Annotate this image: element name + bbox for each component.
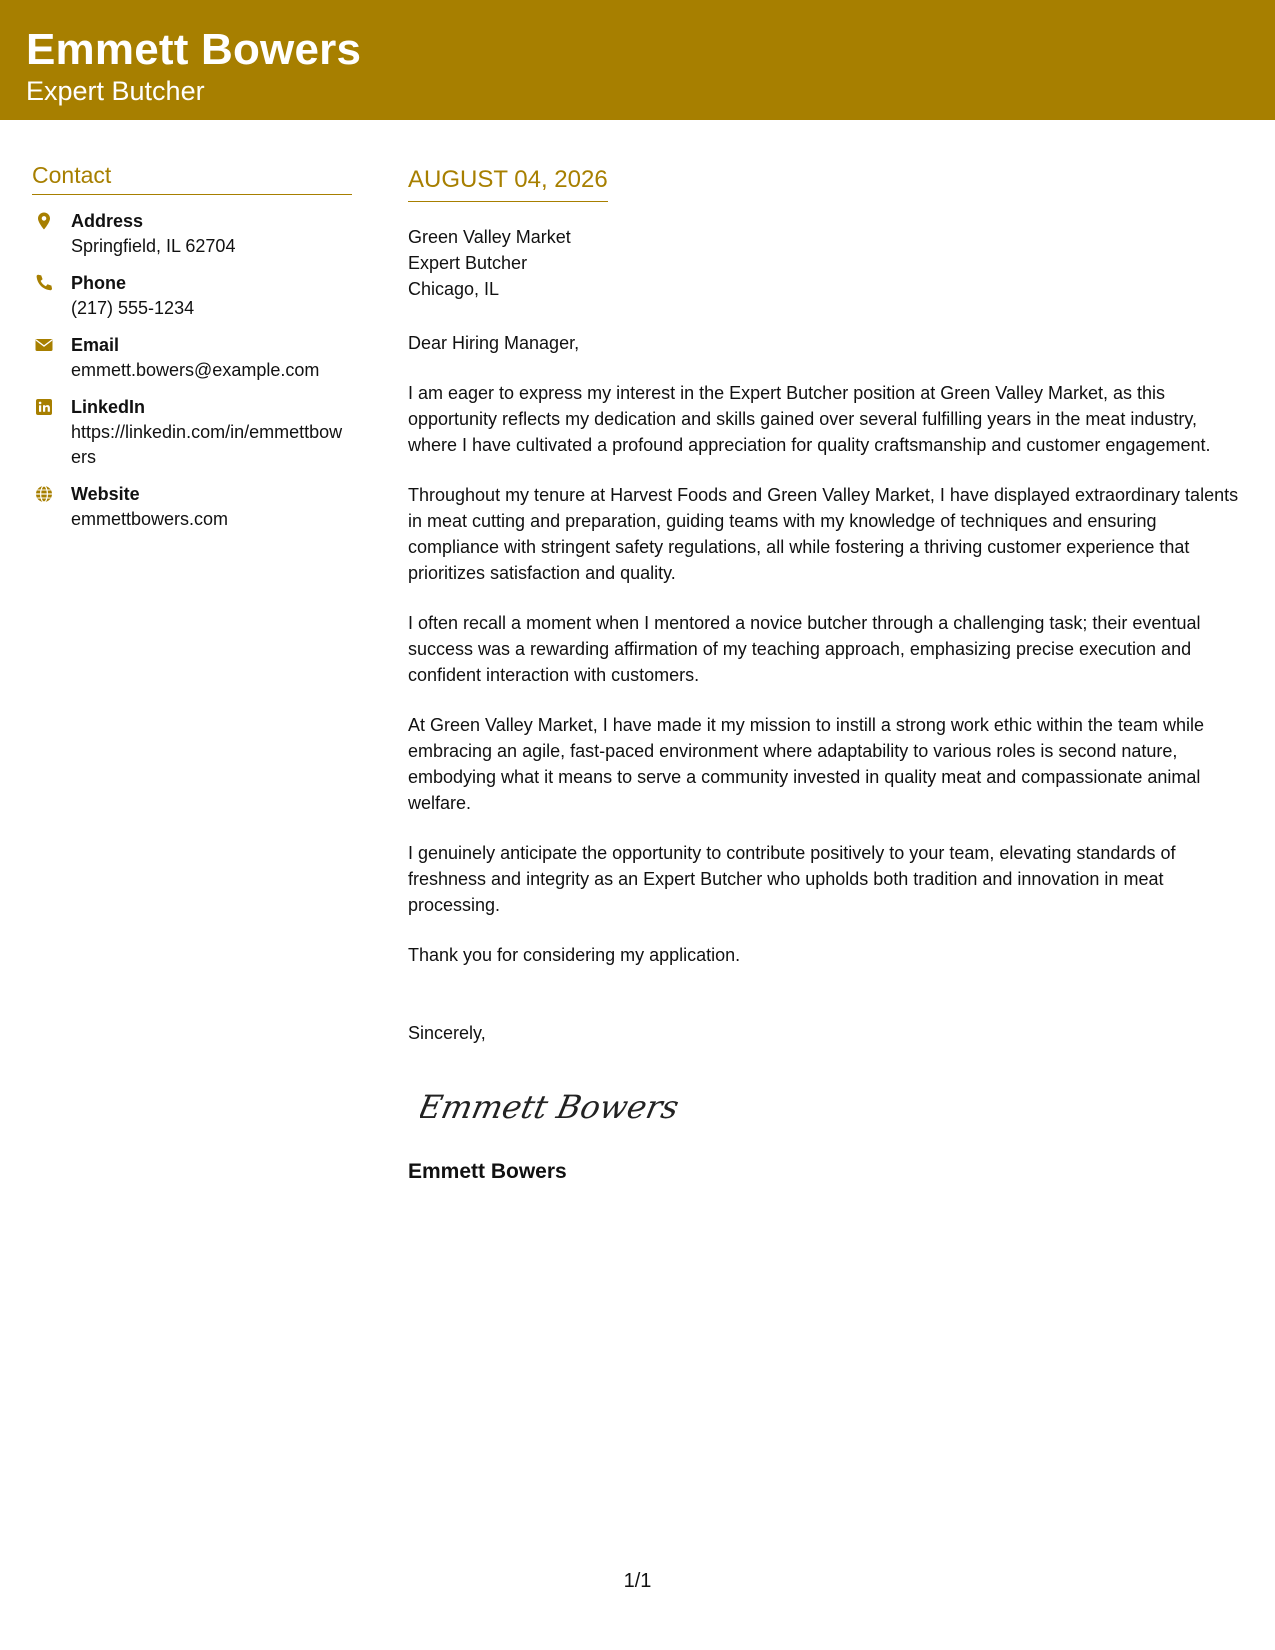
contact-value: https://linkedin.com/in/emmettbowers: [71, 422, 343, 467]
contact-heading: Contact: [32, 160, 352, 195]
contact-value: Springfield, IL 62704: [71, 236, 236, 256]
phone-icon: [34, 273, 54, 293]
letter-body: [408, 165, 1248, 1186]
recipient-position: Expert Butcher: [408, 253, 528, 273]
contact-value: (217) 555-1234: [71, 298, 195, 318]
paragraph: I often recall a moment when I mentored a novice butcher through a challenging task; their eventual success was a rewarding affirmation of my teaching approach, emphasizing precise execution and confident interaction with customers.: [408, 613, 1201, 685]
paragraph: I genuinely anticipate the opportunity to contribute positively to your team, elevating standards of freshness and integrity as an Expert Butcher who upholds both tradition and innovation in meat processing.: [408, 843, 1176, 915]
contact-label: LinkedIn: [71, 397, 146, 417]
contact-label: Address: [71, 211, 144, 231]
linkedin-icon: [34, 397, 54, 417]
paragraph: Throughout my tenure at Harvest Foods and Green Valley Market, I have displayed extraordinary talents in meat cutting and preparation, guiding teams with my knowledge of techniques and ensuring compliance with stringent safety regulations, all while fostering a thriving customer experience that prioritizes satisfaction and quality.: [408, 485, 1239, 583]
contact-sidebar: [32, 160, 352, 544]
paragraph: Thank you for considering my application.: [408, 945, 741, 965]
paragraph: At Green Valley Market, I have made it my mission to instill a strong work ethic within the team while embracing an agile, fast-paced environment where adaptability to various roles is second nature, embodying what it means to serve a community invested in quality meat and compassionate animal welfare.: [408, 715, 1204, 813]
recipient-company: Green Valley Market: [408, 227, 571, 247]
candidate-title: Expert Butcher: [26, 76, 205, 106]
contact-label: Phone: [71, 273, 127, 293]
contact-item-email: [32, 333, 352, 383]
signature-text: Emmett Bowers: [420, 1088, 680, 1126]
contact-label: Email: [71, 335, 120, 355]
contact-item-website: [32, 482, 352, 532]
contact-value: emmettbowers.com: [71, 509, 229, 529]
recipient-block: [408, 224, 1248, 302]
globe-icon: [34, 484, 54, 504]
page-number: 1/1: [623, 1570, 652, 1592]
contact-item-address: [32, 209, 352, 259]
paragraph: I am eager to express my interest in the Expert Butcher position at Green Valley Market, as this opportunity reflects my dedication and skills gained over several fulfilling years in the meat industry, where I have cultivated a profound appreciation for quality craftsmanship and customer engagement.: [408, 383, 1211, 455]
salutation: Dear Hiring Manager,: [408, 333, 580, 353]
contact-item-phone: [32, 271, 352, 321]
contact-value: emmett.bowers@example.com: [71, 360, 320, 380]
envelope-icon: [34, 335, 54, 355]
candidate-name: Emmett Bowers: [26, 25, 362, 74]
contact-item-linkedin: [32, 395, 352, 470]
map-pin-icon: [34, 211, 54, 231]
recipient-location: Chicago, IL: [408, 279, 500, 299]
handwritten-signature: [420, 1082, 1248, 1130]
header-banner: [0, 0, 1275, 120]
signed-name: Emmett Bowers: [408, 1160, 567, 1183]
contact-label: Website: [71, 484, 140, 504]
closing: Sincerely,: [408, 1023, 486, 1043]
letter-date: AUGUST 04, 2026: [408, 165, 608, 202]
